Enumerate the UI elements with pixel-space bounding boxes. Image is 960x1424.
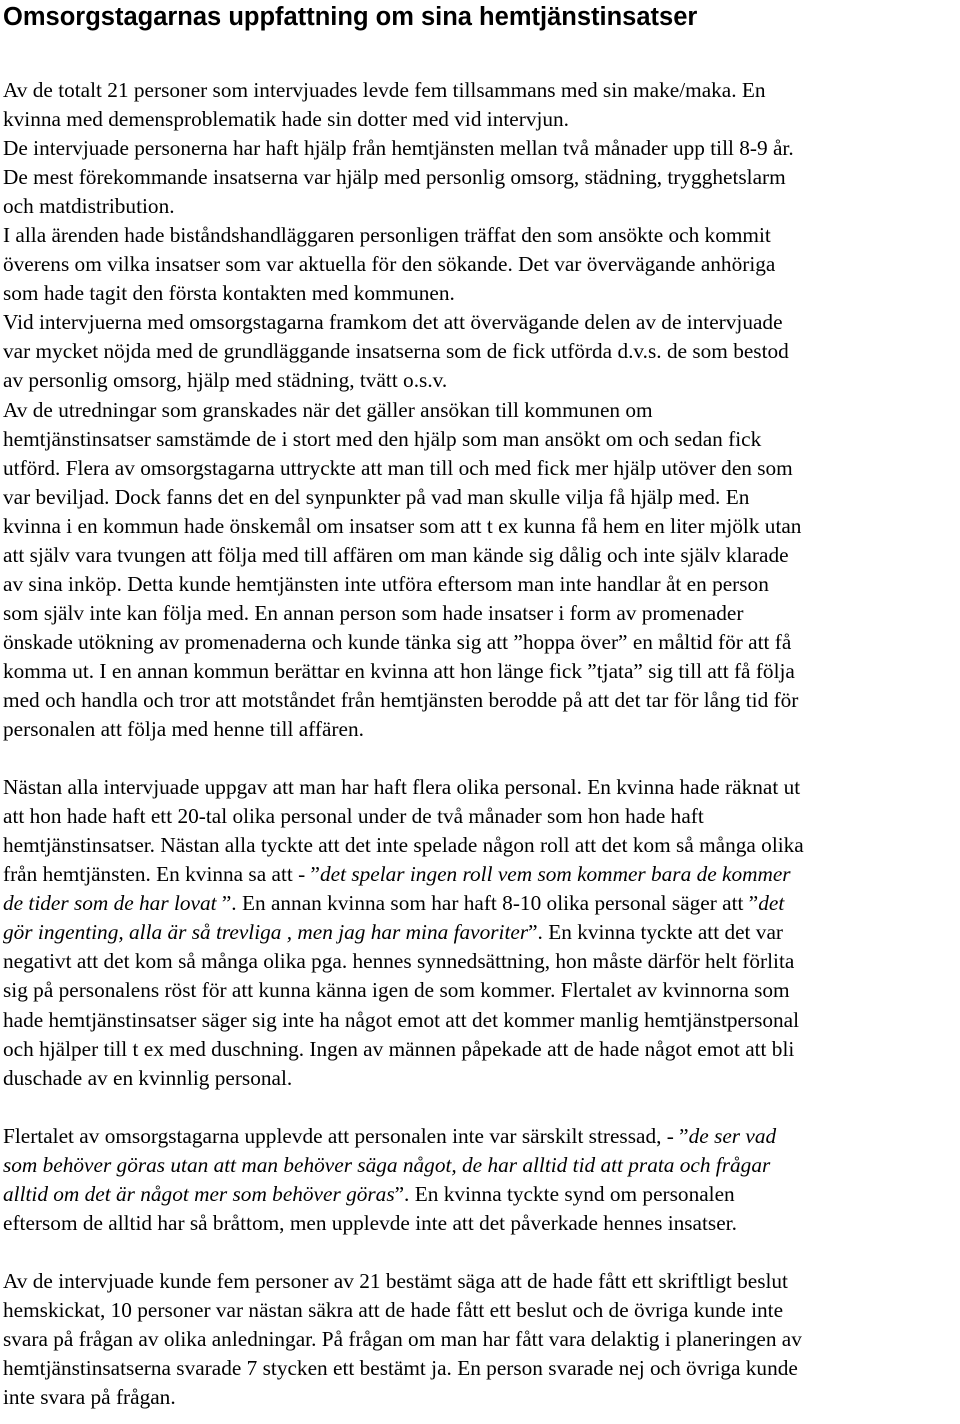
text-line (3, 976, 960, 1005)
text-line (3, 918, 960, 947)
text-line (3, 1296, 960, 1325)
text-line (3, 773, 960, 802)
text-run: sig på personalens röst för att kunna känna igen de som kommer. Flertalet av kvinnorna som (3, 978, 790, 1003)
text-run: komma ut. I en annan kommun berättar en kvinna att hon länge fick ”tjata” sig till att få följa (3, 658, 795, 683)
italic-quote: de tider som de har lovat (3, 891, 217, 916)
text-run: från hemtjänsten. En kvinna sa att - ” (3, 862, 320, 887)
text-line (3, 889, 960, 918)
text-run: svara på frågan av olika anledningar. På frågan om man har fått vara delaktig i planeringen av (3, 1327, 802, 1352)
paragraph-gap (3, 744, 960, 773)
text-run: negativt att det kom så många olika pga. hennes synnedsättning, hon måste därför helt förlita (3, 949, 795, 974)
document-title: Omsorgstagarnas uppfattning om sina hemtjänstinsatser (3, 3, 698, 31)
text-run: De intervjuade personerna har haft hjälp från hemtjänsten mellan två månader upp till 8-9 år. (3, 136, 794, 161)
text-line (3, 483, 960, 512)
italic-quote: de ser vad (688, 1123, 777, 1148)
text-line (3, 512, 960, 541)
text-line (3, 657, 960, 686)
text-line (3, 802, 960, 831)
text-line (3, 250, 960, 279)
text-line (3, 1064, 960, 1093)
text-line (3, 425, 960, 454)
italic-quote: det (758, 891, 785, 916)
text-run: hade hemtjänstinsatser säger sig inte ha något emot att det kommer manlig hemtjänstpersonal (3, 1007, 800, 1032)
text-run: att hon hade haft ett 20-tal olika personal under de två månader som hon hade haft (3, 804, 704, 829)
italic-quote: det spelar ingen roll vem som kommer bara de kommer (319, 862, 791, 887)
text-run: och hjälper till t ex med duschning. Ingen av männen påpekade att de hade något emot att bli (3, 1036, 795, 1061)
text-line (3, 715, 960, 744)
italic-quote: som behöver göras utan att man behöver säga något, de har alltid tid att prata och frågar (3, 1152, 771, 1177)
text-run: med och handla och tror att motståndet från hemtjänsten berodde på att det tar för lång tid för (3, 687, 799, 712)
text-run: som hade tagit den första kontakten med kommunen. (3, 281, 455, 306)
text-run: utförd. Flera av omsorgstagarna uttryckte att man till och med fick mer hjälp utöver den som (3, 455, 793, 480)
text-run: av personlig omsorg, hjälp med städning, tvätt o.s.v. (3, 368, 448, 393)
text-run: ”. En kvinna tyckte att det var (528, 920, 783, 945)
text-line (3, 1180, 960, 1209)
text-line (3, 860, 960, 889)
text-line (3, 1325, 960, 1354)
paragraph-gap (3, 1093, 960, 1122)
text-line (3, 1354, 960, 1383)
text-line (3, 1006, 960, 1035)
paragraph-gap (3, 1238, 960, 1267)
text-run: och matdistribution. (3, 194, 175, 219)
text-line (3, 1035, 960, 1064)
text-run: kvinna med demensproblematik hade sin dotter med vid intervjun. (3, 107, 570, 132)
text-run: var mycket nöjda med de grundläggande insatserna som de fick utförda d.v.s. de som bestod (3, 339, 789, 364)
italic-quote: gör ingenting, alla är så trevliga , men jag har mina favoriter (3, 920, 529, 945)
text-run: personalen att följa med henne till affären. (3, 717, 364, 742)
text-run: önskade utökning av promenaderna och kunde tänka sig att ”hoppa över” en måltid för att få (3, 629, 792, 654)
text-run: kvinna i en kommun hade önskemål om insatser som att t ex kunna få hem en liter mjölk utan (3, 513, 802, 538)
text-run: av sina inköp. Detta kunde hemtjänsten inte utföra eftersom man inte handlar åt en person (3, 571, 769, 596)
text-line (3, 105, 960, 134)
text-run: Av de totalt 21 personer som intervjuades levde fem tillsammans med sin make/maka. En (3, 78, 766, 102)
text-line (3, 628, 960, 657)
text-run: ”. En kvinna tyckte synd om personalen (394, 1181, 735, 1206)
text-line (3, 192, 960, 221)
text-line (3, 1383, 960, 1412)
text-run: I alla ärenden hade biståndshandläggaren personligen träffat den som ansökte och kommit (3, 223, 771, 248)
text-line (3, 396, 960, 425)
text-run: Nästan alla intervjuade uppgav att man har haft flera olika personal. En kvinna hade räknat ut (3, 775, 801, 800)
text-line (3, 366, 960, 395)
text-line (3, 134, 960, 163)
text-line (3, 221, 960, 250)
text-run: hemskickat, 10 personer var nästan säkra att de hade fått ett beslut och de övriga kunde inte (3, 1297, 784, 1322)
italic-quote: alltid om det är något mer som behöver göras (3, 1181, 395, 1206)
text-run: var beviljad. Dock fanns det en del synpunkter på vad man skulle vilja få hjälp med. En (3, 484, 750, 509)
text-run: Av de intervjuade kunde fem personer av 21 bestämt säga att de hade fått ett skriftligt beslut (3, 1268, 788, 1293)
text-line (3, 570, 960, 599)
text-line (3, 337, 960, 366)
text-line (3, 947, 960, 976)
text-run: ”. En annan kvinna som har haft 8-10 olika personal säger att ” (216, 891, 759, 916)
text-line (3, 163, 960, 192)
text-run: inte svara på frågan. (3, 1385, 176, 1410)
text-line (3, 279, 960, 308)
text-run: Av de utredningar som granskades när det gäller ansökan till kommunen om (3, 397, 653, 422)
text-line (3, 1151, 960, 1180)
text-run: hemtjänstinsatser. Nästan alla tyckte att det inte spelade någon roll att det kom så många olika (3, 833, 804, 858)
text-line (3, 1209, 960, 1238)
text-line (3, 686, 960, 715)
text-line (3, 1267, 960, 1296)
text-run: som själv inte kan följa med. En annan person som hade insatser i form av promenader (3, 600, 744, 625)
text-run: duschade av en kvinnlig personal. (3, 1065, 293, 1090)
document-body (3, 76, 960, 1412)
text-line (3, 76, 960, 105)
text-run: överens om vilka insatser som var aktuella för den sökande. Det var övervägande anhöriga (3, 252, 776, 277)
text-run: Vid intervjuerna med omsorgstagarna framkom det att övervägande delen av de intervjuade (3, 310, 783, 335)
text-line (3, 454, 960, 483)
text-run: hemtjänstinsatserna svarade 7 stycken ett bestämt ja. En person svarade nej och övriga kunde (3, 1356, 798, 1381)
text-run: att själv vara tvungen att följa med till affären om man kände sig dålig och inte själv klarade (3, 542, 789, 567)
text-line (3, 599, 960, 628)
text-line (3, 308, 960, 337)
text-line (3, 541, 960, 570)
text-line (3, 1122, 960, 1151)
text-run: Flertalet av omsorgstagarna upplevde att personalen inte var särskilt stressad, - ” (3, 1123, 689, 1148)
text-run: hemtjänstinsatser samstämde de i stort med den hjälp som man ansökt om och sedan fick (3, 426, 762, 451)
text-run: De mest förekommande insatserna var hjälp med personlig omsorg, städning, trygghetslarm (3, 165, 786, 190)
text-line (3, 831, 960, 860)
text-run: eftersom de alltid har så bråttom, men upplevde inte att det påverkade hennes insatser. (3, 1210, 737, 1235)
